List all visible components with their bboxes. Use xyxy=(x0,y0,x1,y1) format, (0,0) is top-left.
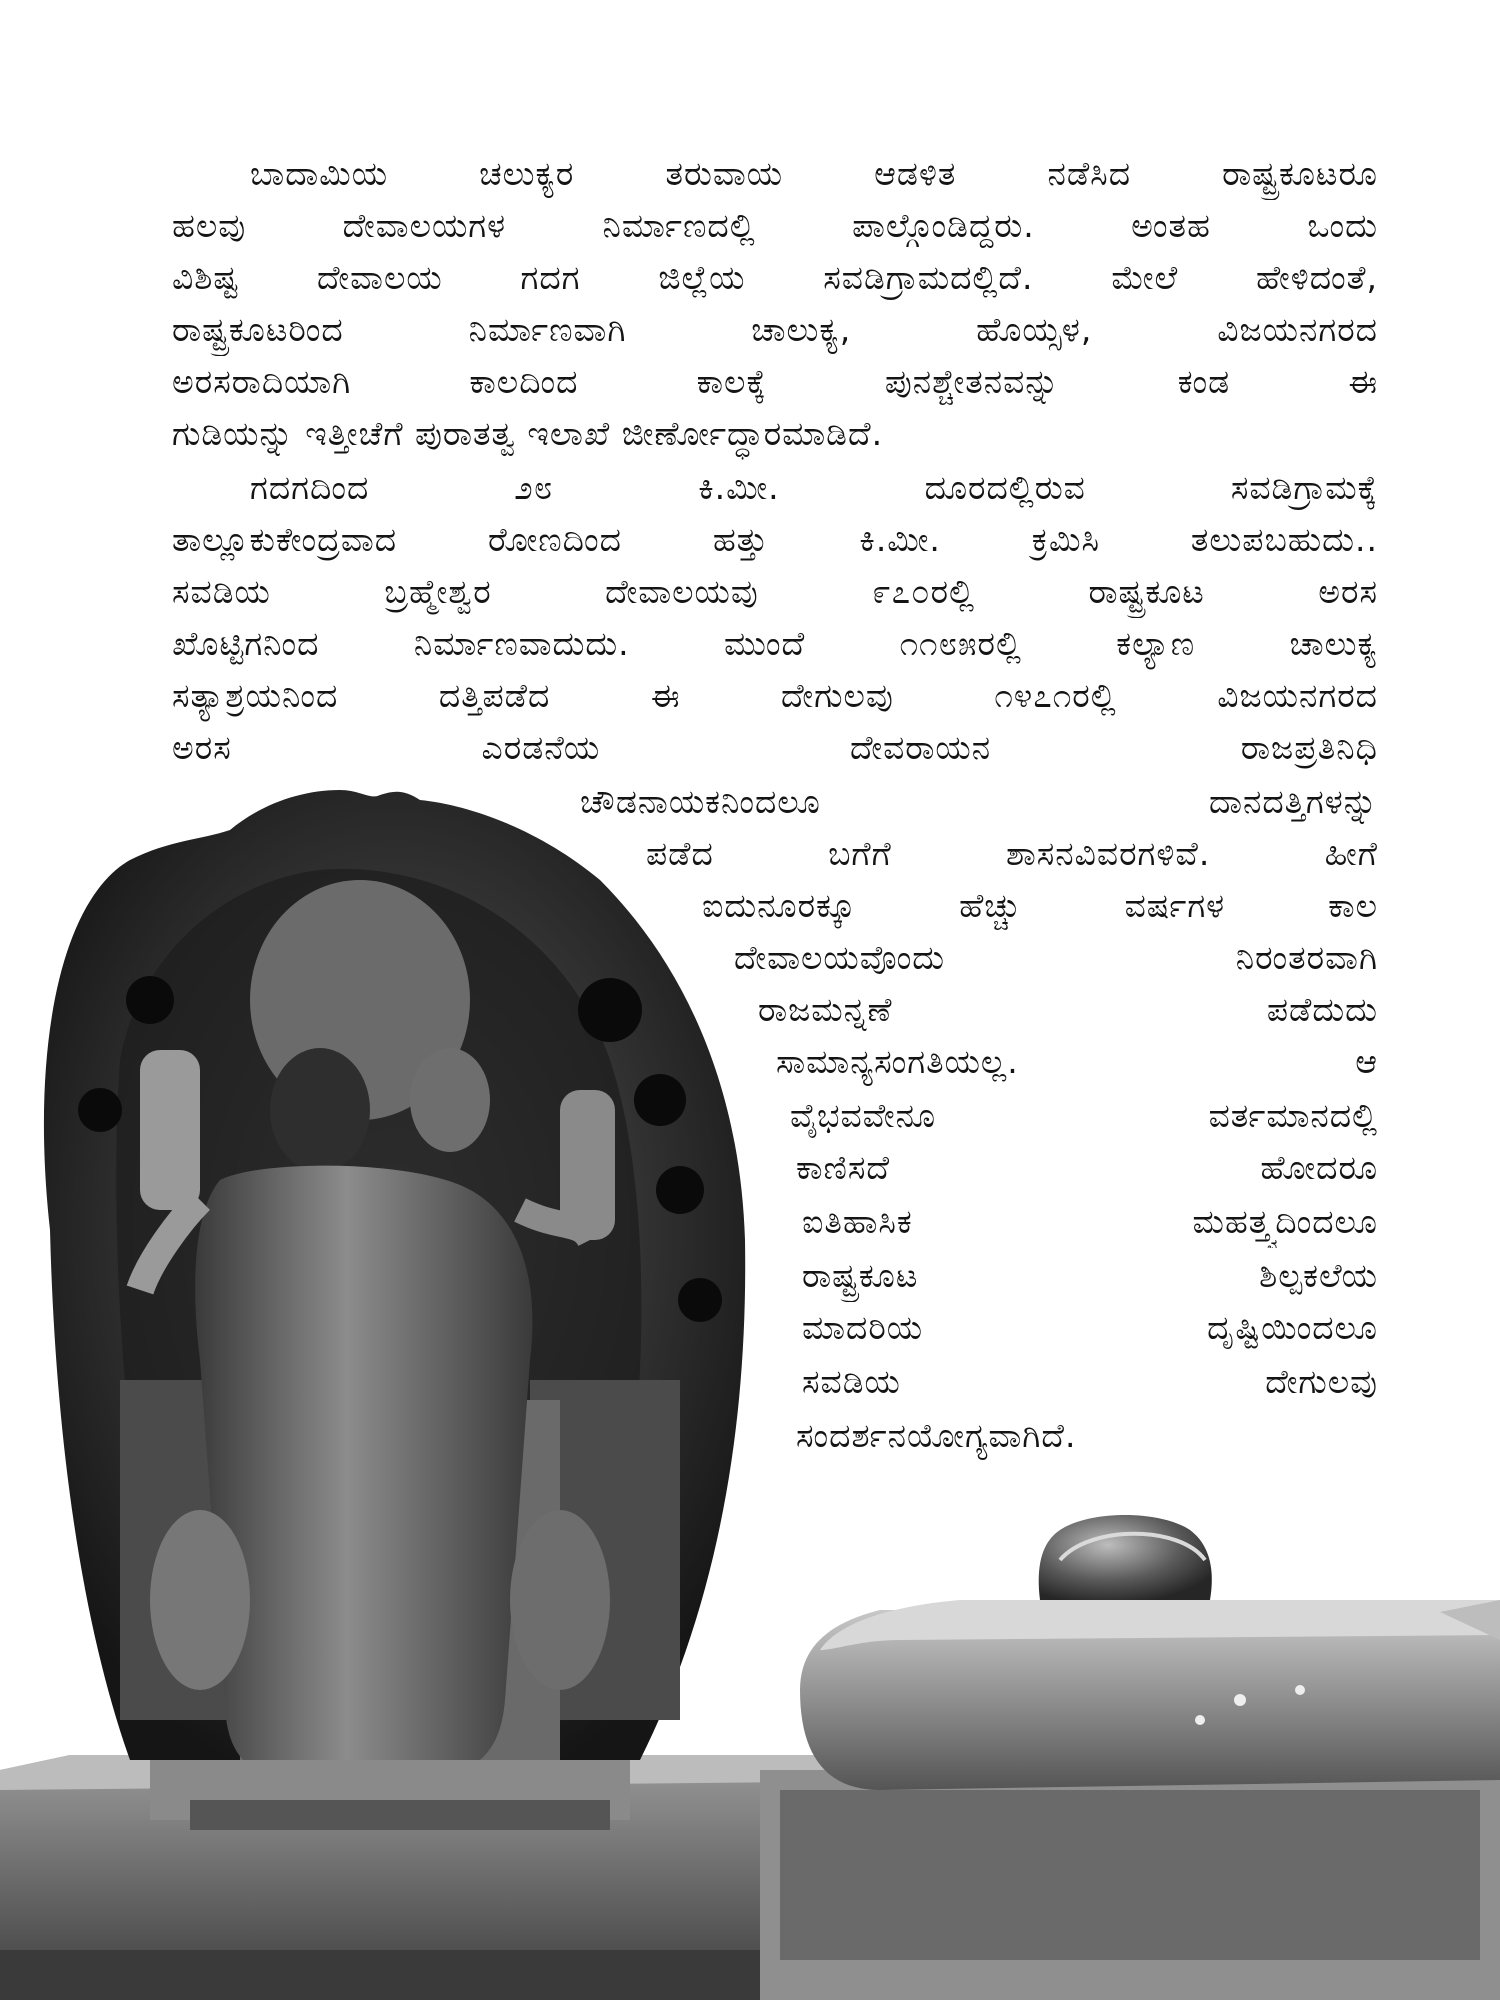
paragraph-2-line-5: ಸತ್ಯಾಶ್ರಯನಿಂದ ದತ್ತಿಪಡೆದ ಈ ದೇಗುಲವು ೧೪೭೧ರಲ್ಲಿ ವಿಜಯನಗರದ xyxy=(172,676,1378,715)
paragraph-2-line-17: ಮಾದರಿಯ ದೃಷ್ಟಿಯಿಂದಲೂ xyxy=(802,1308,1378,1347)
paragraph-2-line-8: ಪಡೆದ ಬಗೆಗೆ ಶಾಸನವಿವರಗಳಿವೆ. ಹೀಗೆ xyxy=(646,834,1378,873)
paragraph-2-line-12: ಸಾಮಾನ್ಯಸಂಗತಿಯಲ್ಲ. ಆ xyxy=(776,1042,1378,1081)
paragraph-1-line-6: ಗುಡಿಯನ್ನು ಇತ್ತೀಚೆಗೆ ಪುರಾತತ್ವ ಇಲಾಖೆ ಜೀರ್ಣೋದ್ಧಾರಮಾಡಿದೆ. xyxy=(172,414,884,453)
paragraph-2-line-16: ರಾಷ್ಟ್ರಕೂಟ ಶಿಲ್ಪಕಲೆಯ xyxy=(802,1256,1378,1295)
paragraph-1-line-3: ವಿಶಿಷ್ಟ ದೇವಾಲಯ ಗದಗ ಜಿಲ್ಲೆಯ ಸವಡಿಗ್ರಾಮದಲ್ಲಿದೆ. ಮೇಲೆ ಹೇಳಿದಂತೆ, xyxy=(172,258,1378,297)
paragraph-1-line-4: ರಾಷ್ಟ್ರಕೂಟರಿಂದ ನಿರ್ಮಾಣವಾಗಿ ಚಾಲುಕ್ಯ, ಹೊಯ್ಸಳ, ವಿಜಯನಗರದ xyxy=(172,310,1378,349)
paragraph-1-line-2: ಹಲವು ದೇವಾಲಯಗಳ ನಿರ್ಮಾಣದಲ್ಲಿ ಪಾಲ್ಗೊಂಡಿದ್ದರು. ಅಂತಹ ಒಂದು xyxy=(172,206,1378,245)
paragraph-2-line-2: ತಾಲ್ಲೂಕುಕೇಂದ್ರವಾದ ರೋಣದಿಂದ ಹತ್ತು ಕಿ.ಮೀ. ಕ್ರಮಿಸಿ ತಲುಪಬಹುದು.. xyxy=(172,520,1378,559)
paragraph-2-line-6: ಅರಸ ಎರಡನೆಯ ದೇವರಾಯನ ರಾಜಪ್ರತಿನಿಧಿ xyxy=(172,728,1378,767)
paragraph-1-line-1: ಬಾದಾಮಿಯ ಚಲುಕ್ಯರ ತರುವಾಯ ಆಡಳಿತ ನಡೆಸಿದ ರಾಷ್ಟ್ರಕೂಟರೂ xyxy=(250,154,1378,193)
paragraph-2-line-10: ದೇವಾಲಯವೊಂದು ನಿರಂತರವಾಗಿ xyxy=(734,938,1378,977)
paragraph-2-line-13: ವೈಭವವೇನೂ ವರ್ತಮಾನದಲ್ಲಿ xyxy=(790,1096,1378,1135)
paragraph-2-line-14: ಕಾಣಿಸದೆ ಹೋದರೂ xyxy=(796,1148,1378,1187)
paragraph-1-line-5: ಅರಸರಾದಿಯಾಗಿ ಕಾಲದಿಂದ ಕಾಲಕ್ಕೆ ಪುನಶ್ಚೇತನವನ್ನು ಕಂಡ ಈ xyxy=(172,362,1378,401)
paragraph-2-line-15: ಐತಿಹಾಸಿಕ ಮಹತ್ತ್ವದಿಂದಲೂ xyxy=(802,1202,1378,1241)
shiva-linga xyxy=(760,1515,1500,2000)
paragraph-2-line-1: ಗದಗದಿಂದ ೨೮ ಕಿ.ಮೀ. ದೂರದಲ್ಲಿರುವ ಸವಡಿಗ್ರಾಮಕ್ಕೆ xyxy=(250,468,1378,507)
paragraph-2-line-9: ಐದುನೂರಕ್ಕೂ ಹೆಚ್ಚು ವರ್ಷಗಳ ಕಾಲ xyxy=(702,886,1378,925)
paragraph-2-line-18: ಸವಡಿಯ ದೇಗುಲವು xyxy=(802,1362,1378,1401)
paragraph-2-line-4: ಖೊಟ್ಟಿಗನಿಂದ ನಿರ್ಮಾಣವಾದುದು. ಮುಂದೆ ೧೧೮೫ರಲ್ಲಿ ಕಲ್ಯಾಣ ಚಾಲುಕ್ಯ xyxy=(172,624,1378,663)
paragraph-2-line-19: ಸಂದರ್ಶನಯೋಗ್ಯವಾಗಿದೆ. xyxy=(796,1416,1077,1455)
paragraph-2-line-7: ಚೌಡನಾಯಕನಿಂದಲೂ ದಾನದತ್ತಿಗಳನ್ನು xyxy=(580,782,1378,821)
paragraph-2-line-3: ಸವಡಿಯ ಬ್ರಹ್ಮೇಶ್ವರ ದೇವಾಲಯವು ೯೭೦ರಲ್ಲಿ ರಾಷ್ಟ್ರಕೂಟ ಅರಸ xyxy=(172,572,1378,611)
paragraph-2-line-11: ರಾಜಮನ್ನಣೆ ಪಡೆದುದು xyxy=(758,990,1378,1029)
